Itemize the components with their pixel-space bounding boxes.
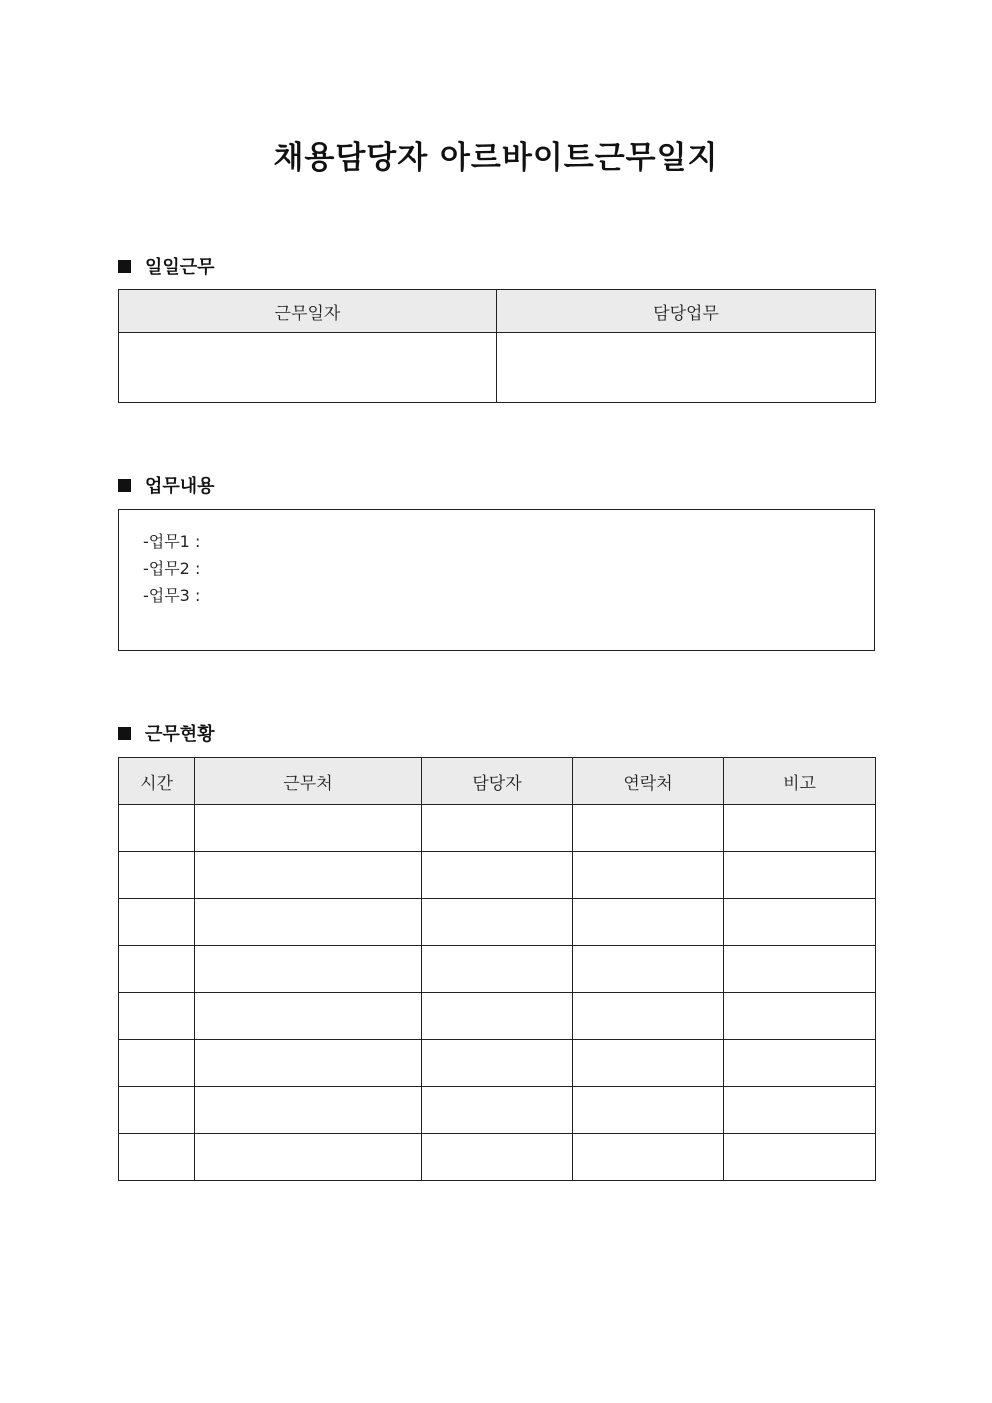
table-row: [119, 899, 876, 946]
column-header-remarks: 비고: [724, 758, 876, 805]
time-cell[interactable]: [119, 1040, 195, 1087]
workplace-cell[interactable]: [195, 899, 422, 946]
column-header-assigned-task: 담당업무: [497, 290, 876, 333]
time-cell[interactable]: [119, 852, 195, 899]
document-title: 채용담당자 아르바이트근무일지: [273, 140, 719, 176]
task-list: [119, 510, 874, 609]
time-cell[interactable]: [119, 899, 195, 946]
contact-cell[interactable]: [573, 805, 724, 852]
task-line-3: -업무3 :: [143, 586, 201, 605]
table-row: [119, 993, 876, 1040]
section-heading-tasks: [118, 472, 215, 498]
table-header-row: [119, 290, 876, 333]
task-content-box[interactable]: [118, 509, 875, 651]
work-date-cell[interactable]: [119, 333, 497, 403]
task-line-2: -업무2 :: [143, 559, 201, 578]
contact-cell[interactable]: [573, 1040, 724, 1087]
person-in-charge-cell[interactable]: [422, 1040, 573, 1087]
task-line-1: -업무1 :: [143, 532, 201, 551]
remarks-cell[interactable]: [724, 805, 876, 852]
table-row: [119, 1087, 876, 1134]
square-bullet-icon: [118, 727, 131, 740]
square-bullet-icon: [118, 260, 131, 273]
table-row: [119, 333, 876, 403]
person-in-charge-cell[interactable]: [422, 946, 573, 993]
contact-cell[interactable]: [573, 899, 724, 946]
work-status-table: [118, 757, 876, 1181]
workplace-cell[interactable]: [195, 1040, 422, 1087]
section-heading-tasks-label: 업무내용: [145, 476, 215, 497]
time-cell[interactable]: [119, 1087, 195, 1134]
column-header-contact: 연락처: [573, 758, 724, 805]
contact-cell[interactable]: [573, 946, 724, 993]
remarks-cell[interactable]: [724, 1040, 876, 1087]
time-cell[interactable]: [119, 946, 195, 993]
contact-cell[interactable]: [573, 852, 724, 899]
workplace-cell[interactable]: [195, 993, 422, 1040]
section-heading-daily: [118, 253, 215, 279]
section-heading-daily-label: 일일근무: [145, 257, 215, 278]
remarks-cell[interactable]: [724, 993, 876, 1040]
remarks-cell[interactable]: [724, 852, 876, 899]
table-row: [119, 805, 876, 852]
table-row: [119, 1134, 876, 1181]
section-heading-status: [118, 720, 215, 746]
contact-cell[interactable]: [573, 993, 724, 1040]
daily-work-table: [118, 289, 876, 403]
person-in-charge-cell[interactable]: [422, 852, 573, 899]
table-row: [119, 946, 876, 993]
time-cell[interactable]: [119, 805, 195, 852]
column-header-workplace: 근무처: [195, 758, 422, 805]
square-bullet-icon: [118, 479, 131, 492]
time-cell[interactable]: [119, 993, 195, 1040]
assigned-task-cell[interactable]: [497, 333, 876, 403]
contact-cell[interactable]: [573, 1134, 724, 1181]
person-in-charge-cell[interactable]: [422, 805, 573, 852]
table-row: [119, 1040, 876, 1087]
remarks-cell[interactable]: [724, 1087, 876, 1134]
time-cell[interactable]: [119, 1134, 195, 1181]
contact-cell[interactable]: [573, 1087, 724, 1134]
remarks-cell[interactable]: [724, 1134, 876, 1181]
person-in-charge-cell[interactable]: [422, 993, 573, 1040]
workplace-cell[interactable]: [195, 805, 422, 852]
workplace-cell[interactable]: [195, 1087, 422, 1134]
table-row: [119, 852, 876, 899]
person-in-charge-cell[interactable]: [422, 1087, 573, 1134]
work-status-body: [119, 805, 876, 1181]
workplace-cell[interactable]: [195, 852, 422, 899]
column-header-person-in-charge: 담당자: [422, 758, 573, 805]
column-header-time: 시간: [119, 758, 195, 805]
person-in-charge-cell[interactable]: [422, 1134, 573, 1181]
column-header-work-date: 근무일자: [119, 290, 497, 333]
remarks-cell[interactable]: [724, 946, 876, 993]
workplace-cell[interactable]: [195, 946, 422, 993]
workplace-cell[interactable]: [195, 1134, 422, 1181]
section-heading-status-label: 근무현황: [145, 724, 215, 745]
remarks-cell[interactable]: [724, 899, 876, 946]
person-in-charge-cell[interactable]: [422, 899, 573, 946]
table-header-row: [119, 758, 876, 805]
